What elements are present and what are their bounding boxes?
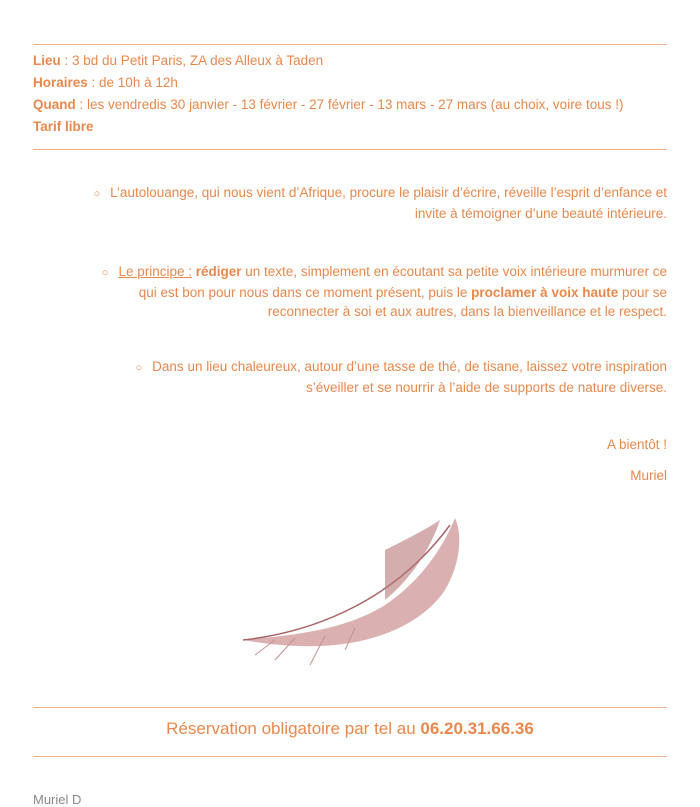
dates-value: : les vendredis 30 janvier - 13 février - 27 février - 13 mars - 27 mars (au choix, voire tous !) <box>75 97 624 112</box>
p3-line1: Dans un lieu chaleureux, autour d’une tasse de thé, de tisane, laissez votre inspiration <box>152 359 667 374</box>
price-label: Tarif libre <box>33 119 94 134</box>
p1-line1: L’autolouange, qui nous vient d’Afrique, procure le plaisir d’écrire, réveille l’esprit d’enfance et <box>110 185 667 200</box>
event-info <box>33 50 623 138</box>
price-line <box>33 116 623 138</box>
p2-text3: pour se <box>618 285 667 300</box>
p2-bold1: rédiger <box>195 264 242 279</box>
location-label: Lieu <box>33 53 61 68</box>
location-value: : 3 bd du Petit Paris, ZA des Alleux à Taden <box>60 53 324 68</box>
top-divider <box>33 44 667 45</box>
paragraph-lieu <box>136 357 667 397</box>
dates-label: Quand <box>33 97 76 112</box>
dates-line <box>33 94 623 116</box>
paragraph-autolouange <box>94 183 667 223</box>
p1-line2: invite à témoigner d’une beauté intérieure. <box>414 206 667 221</box>
reservation-top-divider <box>33 707 667 708</box>
hours-value: : de 10h à 12h <box>87 75 178 90</box>
paragraph-principe <box>102 262 667 321</box>
info-divider <box>33 149 667 150</box>
feather-illustration <box>235 510 470 680</box>
p2-line3: reconnecter à soi et aux autres, dans la bienveillance et le respect. <box>267 304 667 319</box>
principle-label: Le principe : <box>118 264 192 279</box>
phone-number[interactable]: 06.20.31.66.36 <box>420 719 534 738</box>
hours-label: Horaires <box>33 75 88 90</box>
signature: Muriel <box>630 468 667 483</box>
p2-bold2: proclamer à voix haute <box>471 285 619 300</box>
footer-name: Muriel D <box>33 792 82 807</box>
reservation-line <box>0 719 700 739</box>
greeting: A bientôt ! <box>606 437 667 452</box>
reservation-text: Réservation obligatoire par tel au <box>166 719 421 738</box>
reservation-bottom-divider <box>33 756 667 757</box>
location-line <box>33 50 623 72</box>
p2-text2: qui est bon pour nous dans ce moment présent, puis le <box>138 285 472 300</box>
bullet-icon: ○ <box>135 362 143 374</box>
p2-text1: un texte, simplement en écoutant sa petite voix intérieure murmurer ce <box>241 264 667 279</box>
hours-line <box>33 72 623 94</box>
p3-line2: s’éveiller et se nourrir à l’aide de supports de nature diverse. <box>306 380 667 395</box>
bullet-icon: ○ <box>93 188 101 200</box>
bullet-icon: ○ <box>101 267 109 279</box>
